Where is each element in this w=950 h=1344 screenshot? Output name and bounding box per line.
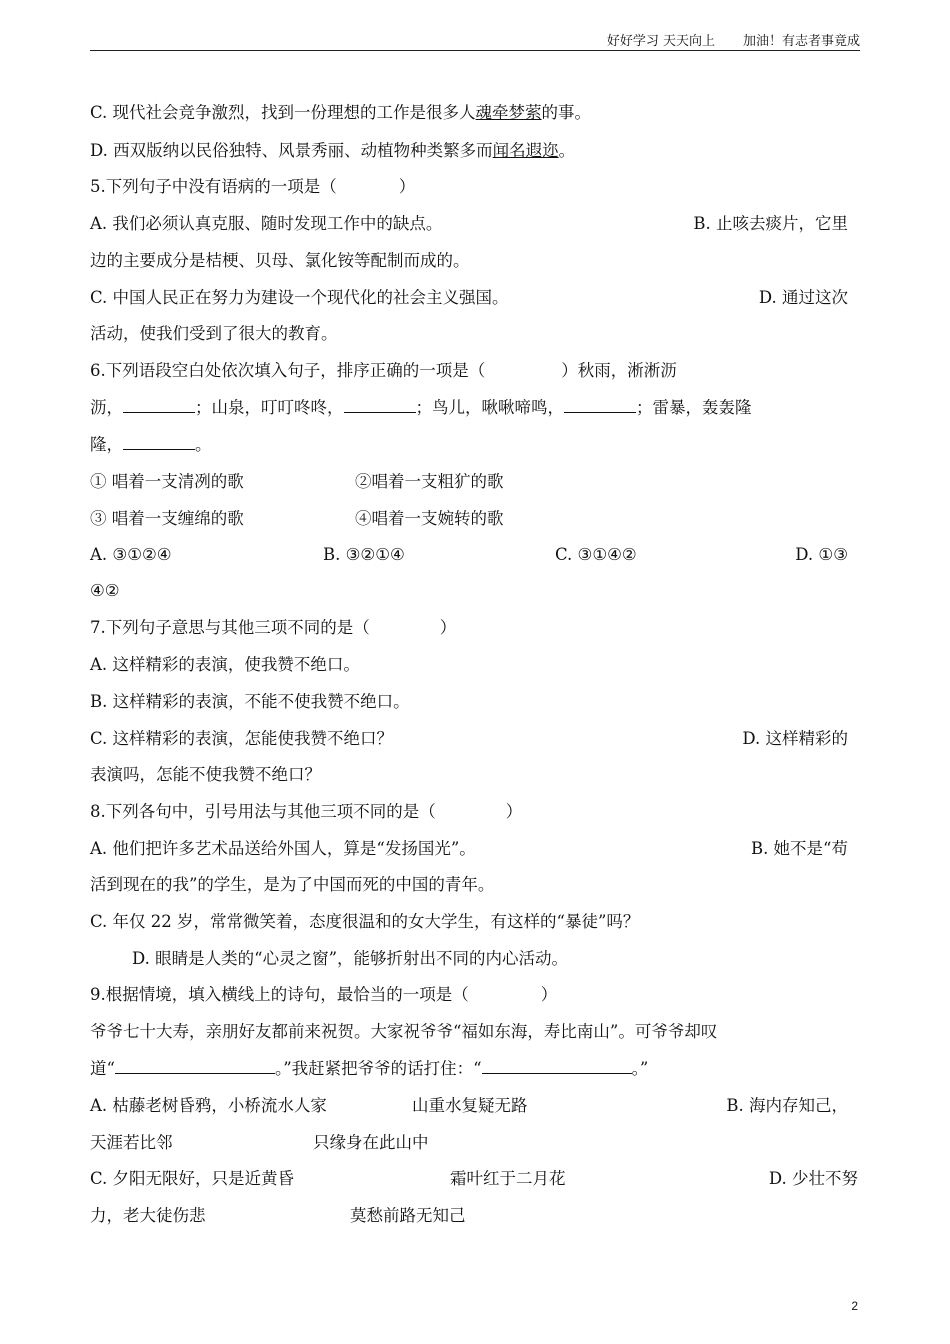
header-left-slogan: 好好学习 天天向上 [606,34,715,49]
q7-option-d: D. 这样精彩的 [742,729,848,748]
q6-option-d-cont: ④② [90,581,120,600]
q5-option-d: D. 通过这次 [758,288,848,307]
q8-stem: 8.下列各句中，引号用法与其他三项不同的是（ ） [90,802,523,821]
idiom-underlined: 魂牵梦萦 [475,103,542,122]
q6-passage-line2: 沥， ；山泉，叮叮咚咚， ；鸟儿，啾啾啼鸣， ；雷暴，轰轰隆 [90,398,752,417]
q6-sentence-1: ① 唱着一支清冽的歌 [90,472,244,491]
q6-option-c: C. ③①④② [555,545,637,564]
q8-option-c: C. 年仅 22 岁，常常微笑着，态度很温和的女大学生，有这样的“暴徒”吗？ [90,912,640,931]
q7-stem: 7.下列句子意思与其他三项不同的是（ ） [90,618,457,637]
q8-option-a: A. 他们把许多艺术品送给外国人，算是“发扬国光”。 [90,839,476,858]
q8-option-b: B. 她不是“苟 [750,839,848,858]
q4-option-d: D. 西双版纳以民俗独特、风景秀丽、动植物种类繁多而闻名遐迩。 [90,141,576,160]
q9-option-b-second: 只缘身在此山中 [313,1133,429,1152]
q6-stem: 6.下列语段空白处依次填入句子，排序正确的一项是（ ）秋雨，淅淅沥 [90,361,677,380]
header-right-slogan: 加油！有志者事竟成 [742,34,860,49]
q9-option-b: B. 海内存知己， [726,1096,848,1115]
q5-stem: 5.下列句子中没有语病的一项是（ ） [90,177,416,196]
q6-passage-line3: 隆， 。 [90,435,212,454]
q9-option-d: D. 少壮不努 [768,1169,858,1188]
q6-option-d: D. ①③ [795,545,848,564]
idiom-underlined: 闻名遐迩 [492,141,559,160]
q8-option-b-cont: 活到现在的我”的学生，是为了中国而死的中国的青年。 [90,875,495,894]
q9-context-line2: 道“ 。”我赶紧把爷爷的话打住：“ 。” [90,1059,649,1078]
q5-option-b: B. 止咳去痰片，它里 [693,214,848,233]
page-header [90,30,860,51]
q8-option-d: D. 眼睛是人类的“心灵之窗”，能够折射出不同的内心活动。 [132,949,569,968]
q5-option-b-cont: 边的主要成分是桔梗、贝母、氯化铵等配制而成的。 [90,251,470,270]
q6-option-b: B. ③②①④ [323,545,405,564]
q6-option-a: A. ③①②④ [90,545,172,564]
q9-option-d-cont: 力，老大徒伤悲 [90,1206,206,1225]
q7-option-d-cont: 表演吗，怎能不使我赞不绝口？ [90,765,321,784]
q6-sentence-2: ②唱着一支粗犷的歌 [355,472,504,491]
q9-option-a: A. 枯藤老树昏鸦，小桥流水人家 [90,1096,327,1115]
q6-sentence-4: ④唱着一支婉转的歌 [355,509,504,528]
q9-option-b-cont: 天涯若比邻 [90,1133,173,1152]
q9-option-d-second: 莫愁前路无知己 [350,1206,466,1225]
q9-option-c: C. 夕阳无限好，只是近黄昏 [90,1169,295,1188]
q4-option-c: C. 现代社会竞争激烈，找到一份理想的工作是很多人魂牵梦萦的事。 [90,103,592,122]
q9-context-line1: 爷爷七十大寿，亲朋好友都前来祝贺。大家祝爷爷“福如东海，寿比南山”。可爷爷却叹 [90,1022,718,1041]
q5-option-c: C. 中国人民正在努力为建设一个现代化的社会主义强国。 [90,288,509,307]
q9-option-c-second: 霜叶红于二月花 [450,1169,566,1188]
q5-option-d-cont: 活动，使我们受到了很大的教育。 [90,324,338,343]
q9-option-a-second: 山重水复疑无路 [412,1096,528,1115]
q7-option-b: B. 这样精彩的表演，不能不使我赞不绝口。 [90,692,410,711]
q6-sentence-3: ③ 唱着一支缠绵的歌 [90,509,244,528]
q5-option-a: A. 我们必须认真克服、随时发现工作中的缺点。 [90,214,443,233]
q7-option-a: A. 这样精彩的表演，使我赞不绝口。 [90,655,360,674]
page-number: 2 [851,1299,858,1313]
q9-stem: 9.根据情境，填入横线上的诗句，最恰当的一项是（ ） [90,985,558,1004]
q7-option-c: C. 这样精彩的表演，怎能使我赞不绝口？ [90,729,394,748]
